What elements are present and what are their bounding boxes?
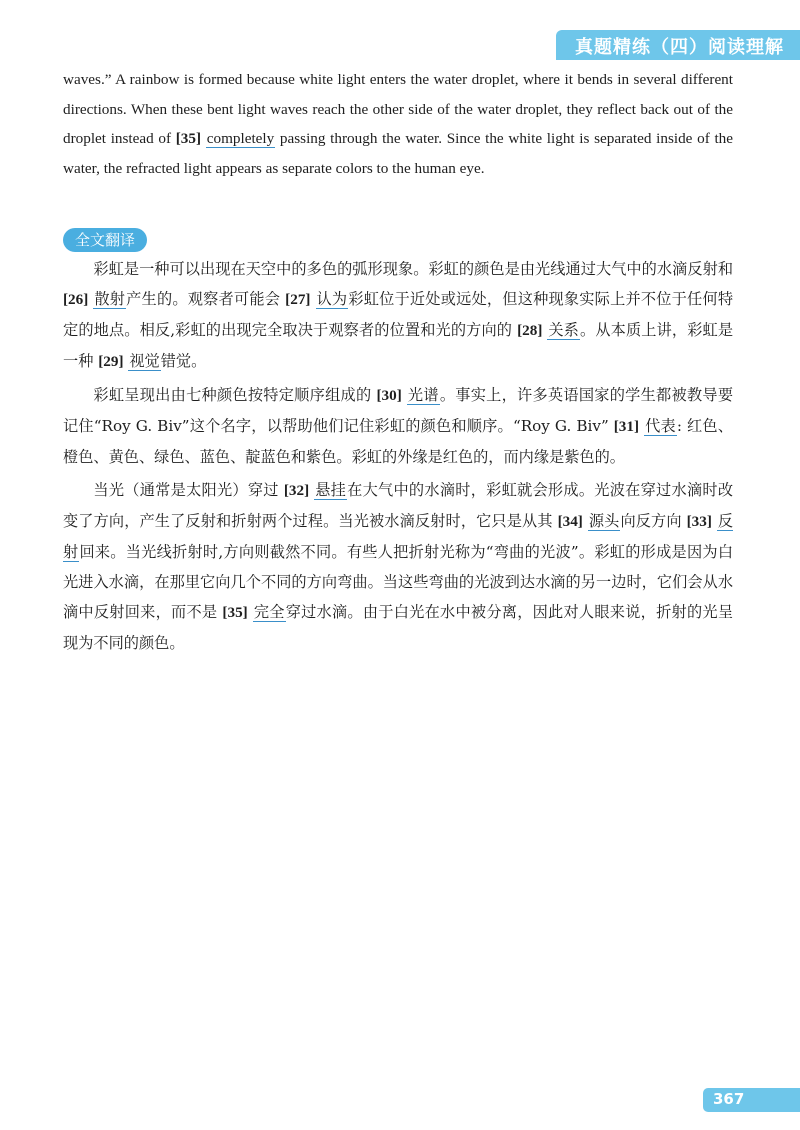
answer-word: 源头 <box>588 512 620 530</box>
blank-number: [32] <box>283 482 310 499</box>
english-paragraph <box>63 65 733 183</box>
blank-number: [33] <box>686 513 712 530</box>
text-run: : 红色、橙色、黄色、绿色、蓝色、靛蓝色和紫色。彩虹的外缘是红色的，而内缘是紫色的。 <box>63 417 733 466</box>
translation-paragraph-3 <box>63 475 733 658</box>
text-run: 。从本质上讲，彩虹是一种 <box>63 321 734 370</box>
answer-word: 散射 <box>94 290 126 308</box>
page-number: 367 <box>713 1090 745 1108</box>
answer-word: 光谱 <box>407 386 439 404</box>
translation-paragraph-1 <box>63 254 733 377</box>
blank-number: [30] <box>376 387 402 404</box>
blank-number: [34] <box>557 513 583 530</box>
answer-word: 悬挂 <box>315 481 347 499</box>
blank-number: [27] <box>285 291 311 308</box>
answer-word: 认为 <box>316 290 348 308</box>
answer-word: completely <box>206 130 275 147</box>
answer-word: 视觉 <box>129 352 160 370</box>
blank-number: [31] <box>613 418 640 435</box>
answer-word: 反射 <box>63 512 734 561</box>
text-run: 产生的。观察者可能会 <box>126 290 286 308</box>
text-run: 彩虹呈现出由七种颜色按特定顺序组成的 <box>93 386 377 404</box>
text-run: 向反方向 <box>620 512 687 530</box>
text-run: 彩虹是一种可以出现在天空中的多色的弧形现象。彩虹的颜色是由光线通过大气中的水滴反射和 <box>93 260 733 278</box>
blank-number: [29] <box>98 353 124 370</box>
english-passage <box>63 65 733 183</box>
text-run: 错觉。 <box>160 352 207 370</box>
text-run: 回来。当光线折射时,方向则截然不同。有些人把折射光称为“弯曲的光波”。彩虹的形成是因为白光进入水滴，在那里它向几个不同的方向弯曲。当这些弯曲的光波到达水滴的另一边时，它们会从水滴中反射回来，而不是 <box>63 543 734 621</box>
section-title: 真题精练（四）阅读理解 <box>575 37 784 58</box>
text-run: 。事实上，许多英语国家的学生都被教导要记住“Roy G. Biv”这个名字，以帮助他们记住彩虹的颜色和顺序。“Roy G. Biv” <box>63 386 734 435</box>
answer-word: 完全 <box>253 603 285 621</box>
blank-number: [28] <box>517 322 543 339</box>
answer-word: 代表 <box>645 417 676 435</box>
translation-paragraph-2 <box>63 380 733 472</box>
text-run: waves.” A rainbow is formed because white light enters the water droplet, where it bends in several different directions. When these bent light waves reach the other side of the water droplet, they reflect back out of the droplet instead of <box>63 71 733 147</box>
blank-number: [35] <box>222 604 248 621</box>
text-run: passing through the water. Since the white light is separated inside of the water, the refracted light appears as separate colors to the human eye. <box>63 130 733 177</box>
answer-word: 关系 <box>548 321 579 339</box>
blank-number: [26] <box>63 291 89 308</box>
translation-passage <box>63 254 733 661</box>
translation-badge: 全文翻译 <box>63 228 147 252</box>
text-run: 当光（通常是太阳光）穿过 <box>93 481 284 499</box>
text-run: 彩虹位于近处或远处，但这种现象实际上并不位于任何特定的地点。相反,彩虹的出现完全取决于观察者的位置和光的方向的 <box>63 290 734 339</box>
blank-number: [35] <box>175 130 202 147</box>
text-run: 穿过水滴。由于白光在水中被分离，因此对人眼来说，折射的光呈现为不同的颜色。 <box>63 603 734 652</box>
text-run: 在大气中的水滴时，彩虹就会形成。光波在穿过水滴时改变了方向，产生了反射和折射两个过程。当光被水滴反射时，它只是从其 <box>63 481 734 530</box>
